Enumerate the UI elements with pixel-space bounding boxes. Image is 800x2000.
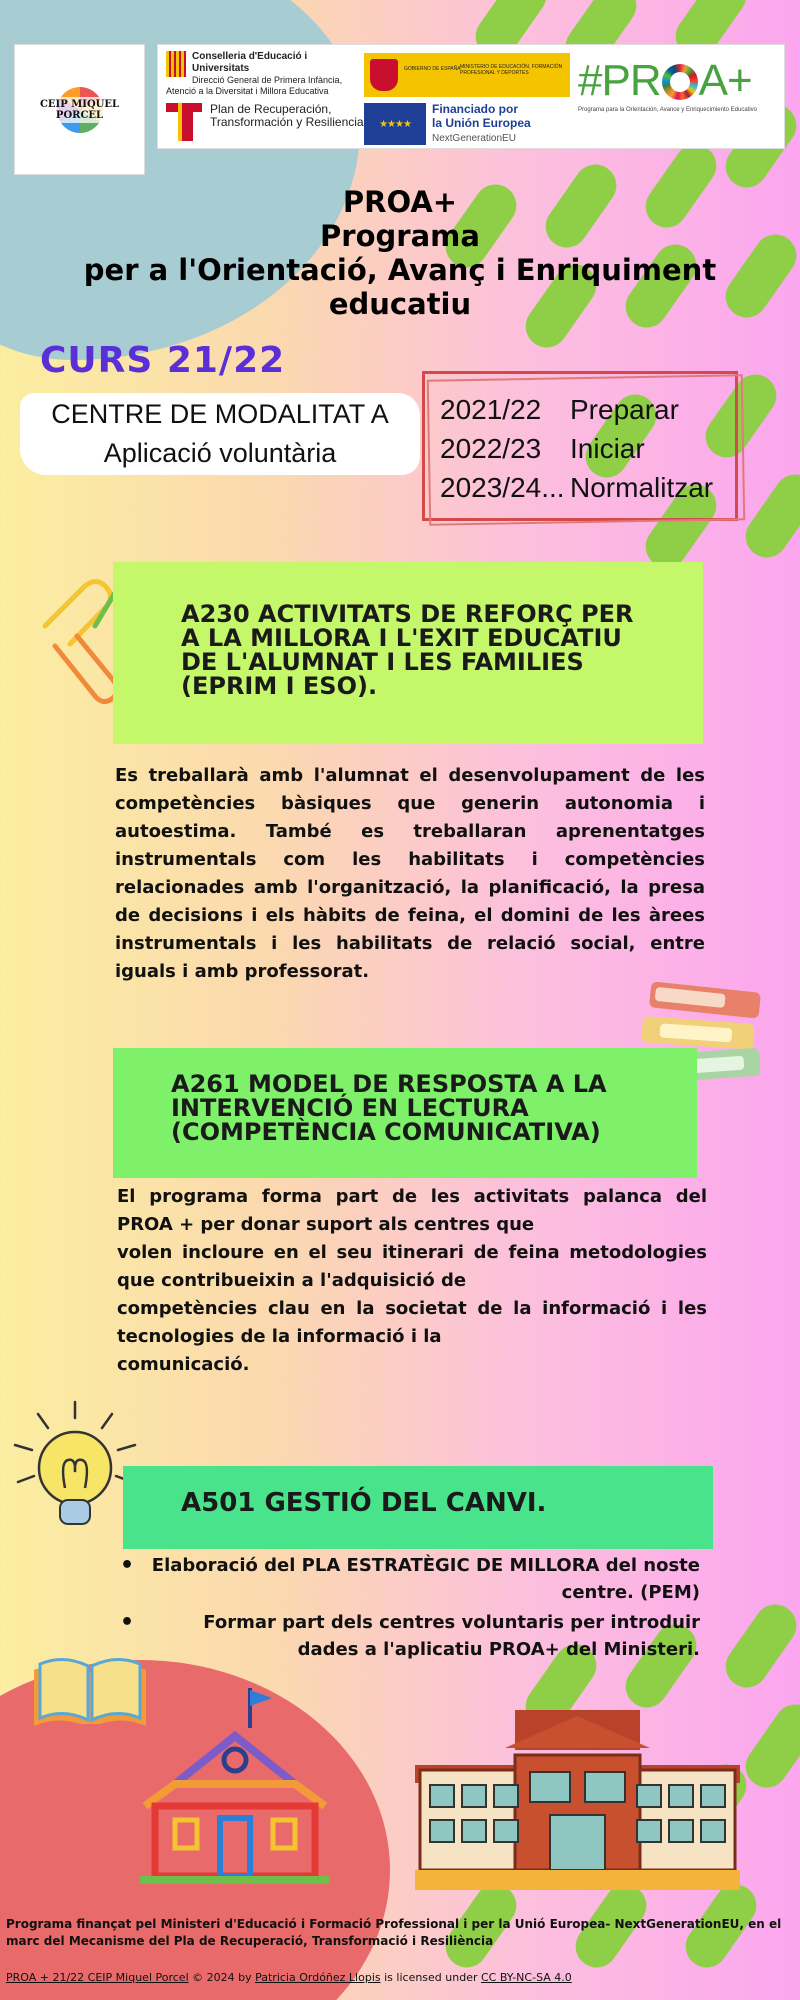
section-a230-heading: A230 ACTIVITATS DE REFORÇ PER A LA MILLORA I L'EXIT EDUCATIU DE L'ALUMNAT I LES FAMILIES (EPRIM I ESO). [113,562,703,744]
list-item: • Elaboració del PLA ESTRATÈGIC DE MILLORA del noste centre. (PEM) [120,1552,700,1606]
phase-row: 2021/22 Preparar [440,394,679,425]
author-link[interactable]: Patricia Ordóñez Llopis [255,1971,381,1984]
funding-statement: Programa finançat pel Ministeri d'Educació i Formació Professional i per la Unió Europea- NextGenerationEU, en el marc del Mecanisme del Pla de Recuperació, Transformació i Resiliència [6,1917,782,1948]
section-a230-body: Es treballarà amb l'alumnat el desenvolupament de les competències bàsiques que generin autonomia i autoestima. També es treballaran aprenentatges instrumentals com les habilitats i competències relacionades amb l'organització, la planificació, la presa de decisions i els hàbits de feina, el domini de les àrees instrumentals i les habilitats de relació social, entre iguals i amb professorat. [115,765,705,982]
license-line: PROA + 21/22 CEIP Miquel Porcel © 2024 by Patricia Ordóñez Llopis is licensed under CC BY-NC-SA 4.0 [6,1971,572,1984]
section-a501-bullets [120,1552,700,1666]
school-building-icon [140,1688,330,1888]
tr-logo-icon [166,103,202,141]
lightbulb-icon [10,1400,140,1540]
eu-flag-icon: ★★★★ [364,103,426,145]
sdg-wheel-icon [662,64,698,100]
cc-license-link[interactable]: CC BY-NC-SA 4.0 [481,1971,572,1984]
section-a261-body: El programa forma part de les activitats palanca del PROA + per donar suport als centres que volen incloure en el seu itinerari de feina metodologies que contribueixin a l'adquisició de competències clau en la societat de la informació i les tecnologies de la informació i la comunicació. [117,1186,707,1375]
coat-of-arms-icon [370,59,398,91]
phase-row: 2023/24... Normalitzar [440,472,714,503]
modality-box: CENTRE DE MODALITAT A Aplicació voluntària [20,393,420,475]
phase-row: 2022/23 Iniciar [440,433,645,464]
ceip-logo [14,44,145,175]
balearic-flag-icon [166,51,186,77]
page-title: PROA+ Programa per a l'Orientació, Avanç i Enriquiment educatiu [83,185,717,321]
recovery-plan-logo: Plan de Recuperación, Transformación y Resiliencia [166,103,366,141]
eu-funding-logo: ★★★★ Financiado por la Unión Europea NextGenerationEU [364,103,570,145]
institutional-banner [157,44,785,149]
phases-list [440,390,740,507]
list-item: • Formar part dels centres voluntaris per introduir dades a l'aplicatiu PROA+ del Ministeri. [120,1609,700,1663]
conselleria-logo: Conselleria d'Educació i Universitats Direcció General de Primera Infància, Atenció a la Diversitat i Millora Educativa [166,51,343,96]
section-a261-heading: A261 MODEL DE RESPOSTA A LA INTERVENCIÓ EN LECTURA (COMPETÈNCIA COMUNICATIVA) [113,1048,697,1178]
course-label: CURS 21/22 [40,340,286,381]
project-link[interactable]: PROA + 21/22 CEIP Miquel Porcel [6,1971,189,1984]
ceip-logo-text: CEIP MIQUEL PORCEL [28,97,132,123]
gobierno-espana-logo: GOBIERNO DE ESPAÑA MINISTERIO DE EDUCACIÓN, FORMACIÓN PROFESIONAL Y DEPORTES [364,53,570,97]
proa-plus-logo: #PR A+ Programa para la Orientación, Avance y Enriquecimiento Educativo [578,56,757,113]
section-a501-heading: A501 GESTIÓ DEL CANVI. [123,1466,713,1549]
school-facade-icon [415,1710,740,1890]
open-book-icon [30,1650,150,1740]
